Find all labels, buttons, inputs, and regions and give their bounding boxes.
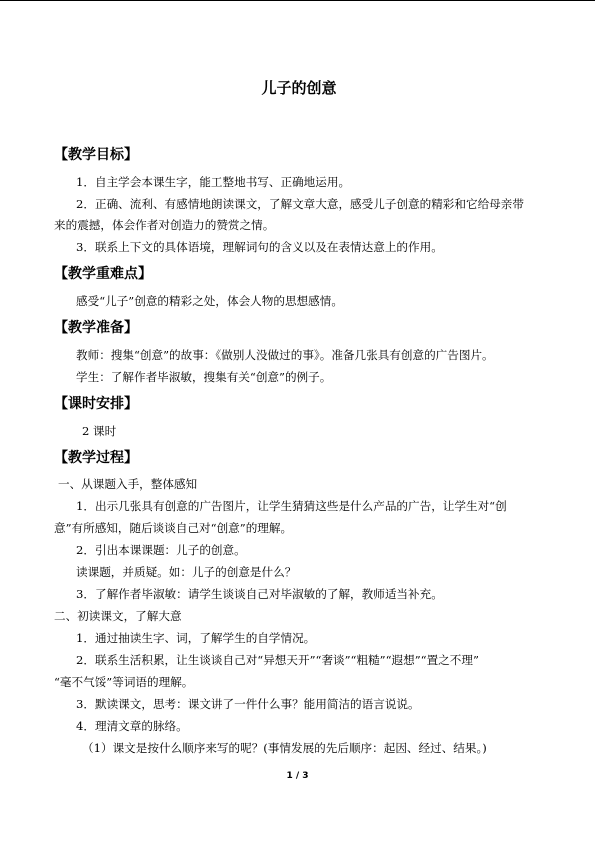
page-number: 1 / 3 [286,771,309,781]
process-line: 4．理清文章的脉络。 [76,719,188,733]
section-heading-key-points: 【教学重难点】 [54,266,152,282]
section-heading-schedule: 【课时安排】 [54,396,138,412]
goal-line: 1．自主学会本课生字，能工整地书写、正确地运用。 [76,175,351,189]
process-line: 3．默读课文，思考：课文讲了一件什么事？能用简洁的语言说说。 [76,697,420,711]
process-line: 2．引出本课课题：儿子的创意。 [76,543,246,557]
preparation-teacher: 教师：搜集“创意”的故事：《做别人没做过的事》。准备几张具有创意的广告图片。 [76,348,494,362]
section-heading-preparation: 【教学准备】 [54,320,138,336]
process-line: 意”有所感知，随后谈谈自己对“创意”的理解。 [54,521,293,535]
goal-line: 3．联系上下文的具体语境，理解词句的含义以及在表情达意上的作用。 [76,240,443,254]
process-line: 一、从课题入手，整体感知 [58,477,198,491]
document-title: 儿子的创意 [261,79,337,97]
process-line: 二、初读课文，了解大意 [54,609,182,623]
process-line: 读课题，并质疑。如：儿子的创意是什么？ [76,565,297,579]
schedule-text: 2 课时 [82,424,117,438]
process-line: 3．了解作者毕淑敏：请学生谈谈自己对毕淑敏的了解，教师适当补充。 [76,587,443,601]
goal-line: 来的震撼，体会作者对创造力的赞赏之情。 [54,218,275,232]
process-line: 1．出示几张具有创意的广告图片，让学生猜猜这些是什么产品的广告，让学生对“创 [76,499,507,513]
process-line: 2．联系生活积累，让生谈谈自己对“异想天开”“奢谈”“粗糙”“遐想”“置之不理” [76,653,479,667]
key-points-text: 感受“儿子”创意的精彩之处，体会人物的思想感情。 [76,294,343,308]
top-rule [0,0,595,1]
process-line: （1）课文是按什么顺序来写的呢？(事情发展的先后顺序：起因、经过、结果。) [82,741,487,755]
goal-line: 2．正确、流利、有感情地朗读课文，了解文章大意，感受儿子创意的精彩和它给母亲带 [76,197,524,211]
process-line: “毫不气馁”等词语的理解。 [54,675,194,689]
section-heading-process: 【教学过程】 [54,450,138,466]
process-line: 1．通过抽读生字、词，了解学生的自学情况。 [76,631,316,645]
preparation-student: 学生：了解作者毕淑敏，搜集有关“创意”的例子。 [76,370,332,384]
section-heading-goals: 【教学目标】 [54,147,138,163]
